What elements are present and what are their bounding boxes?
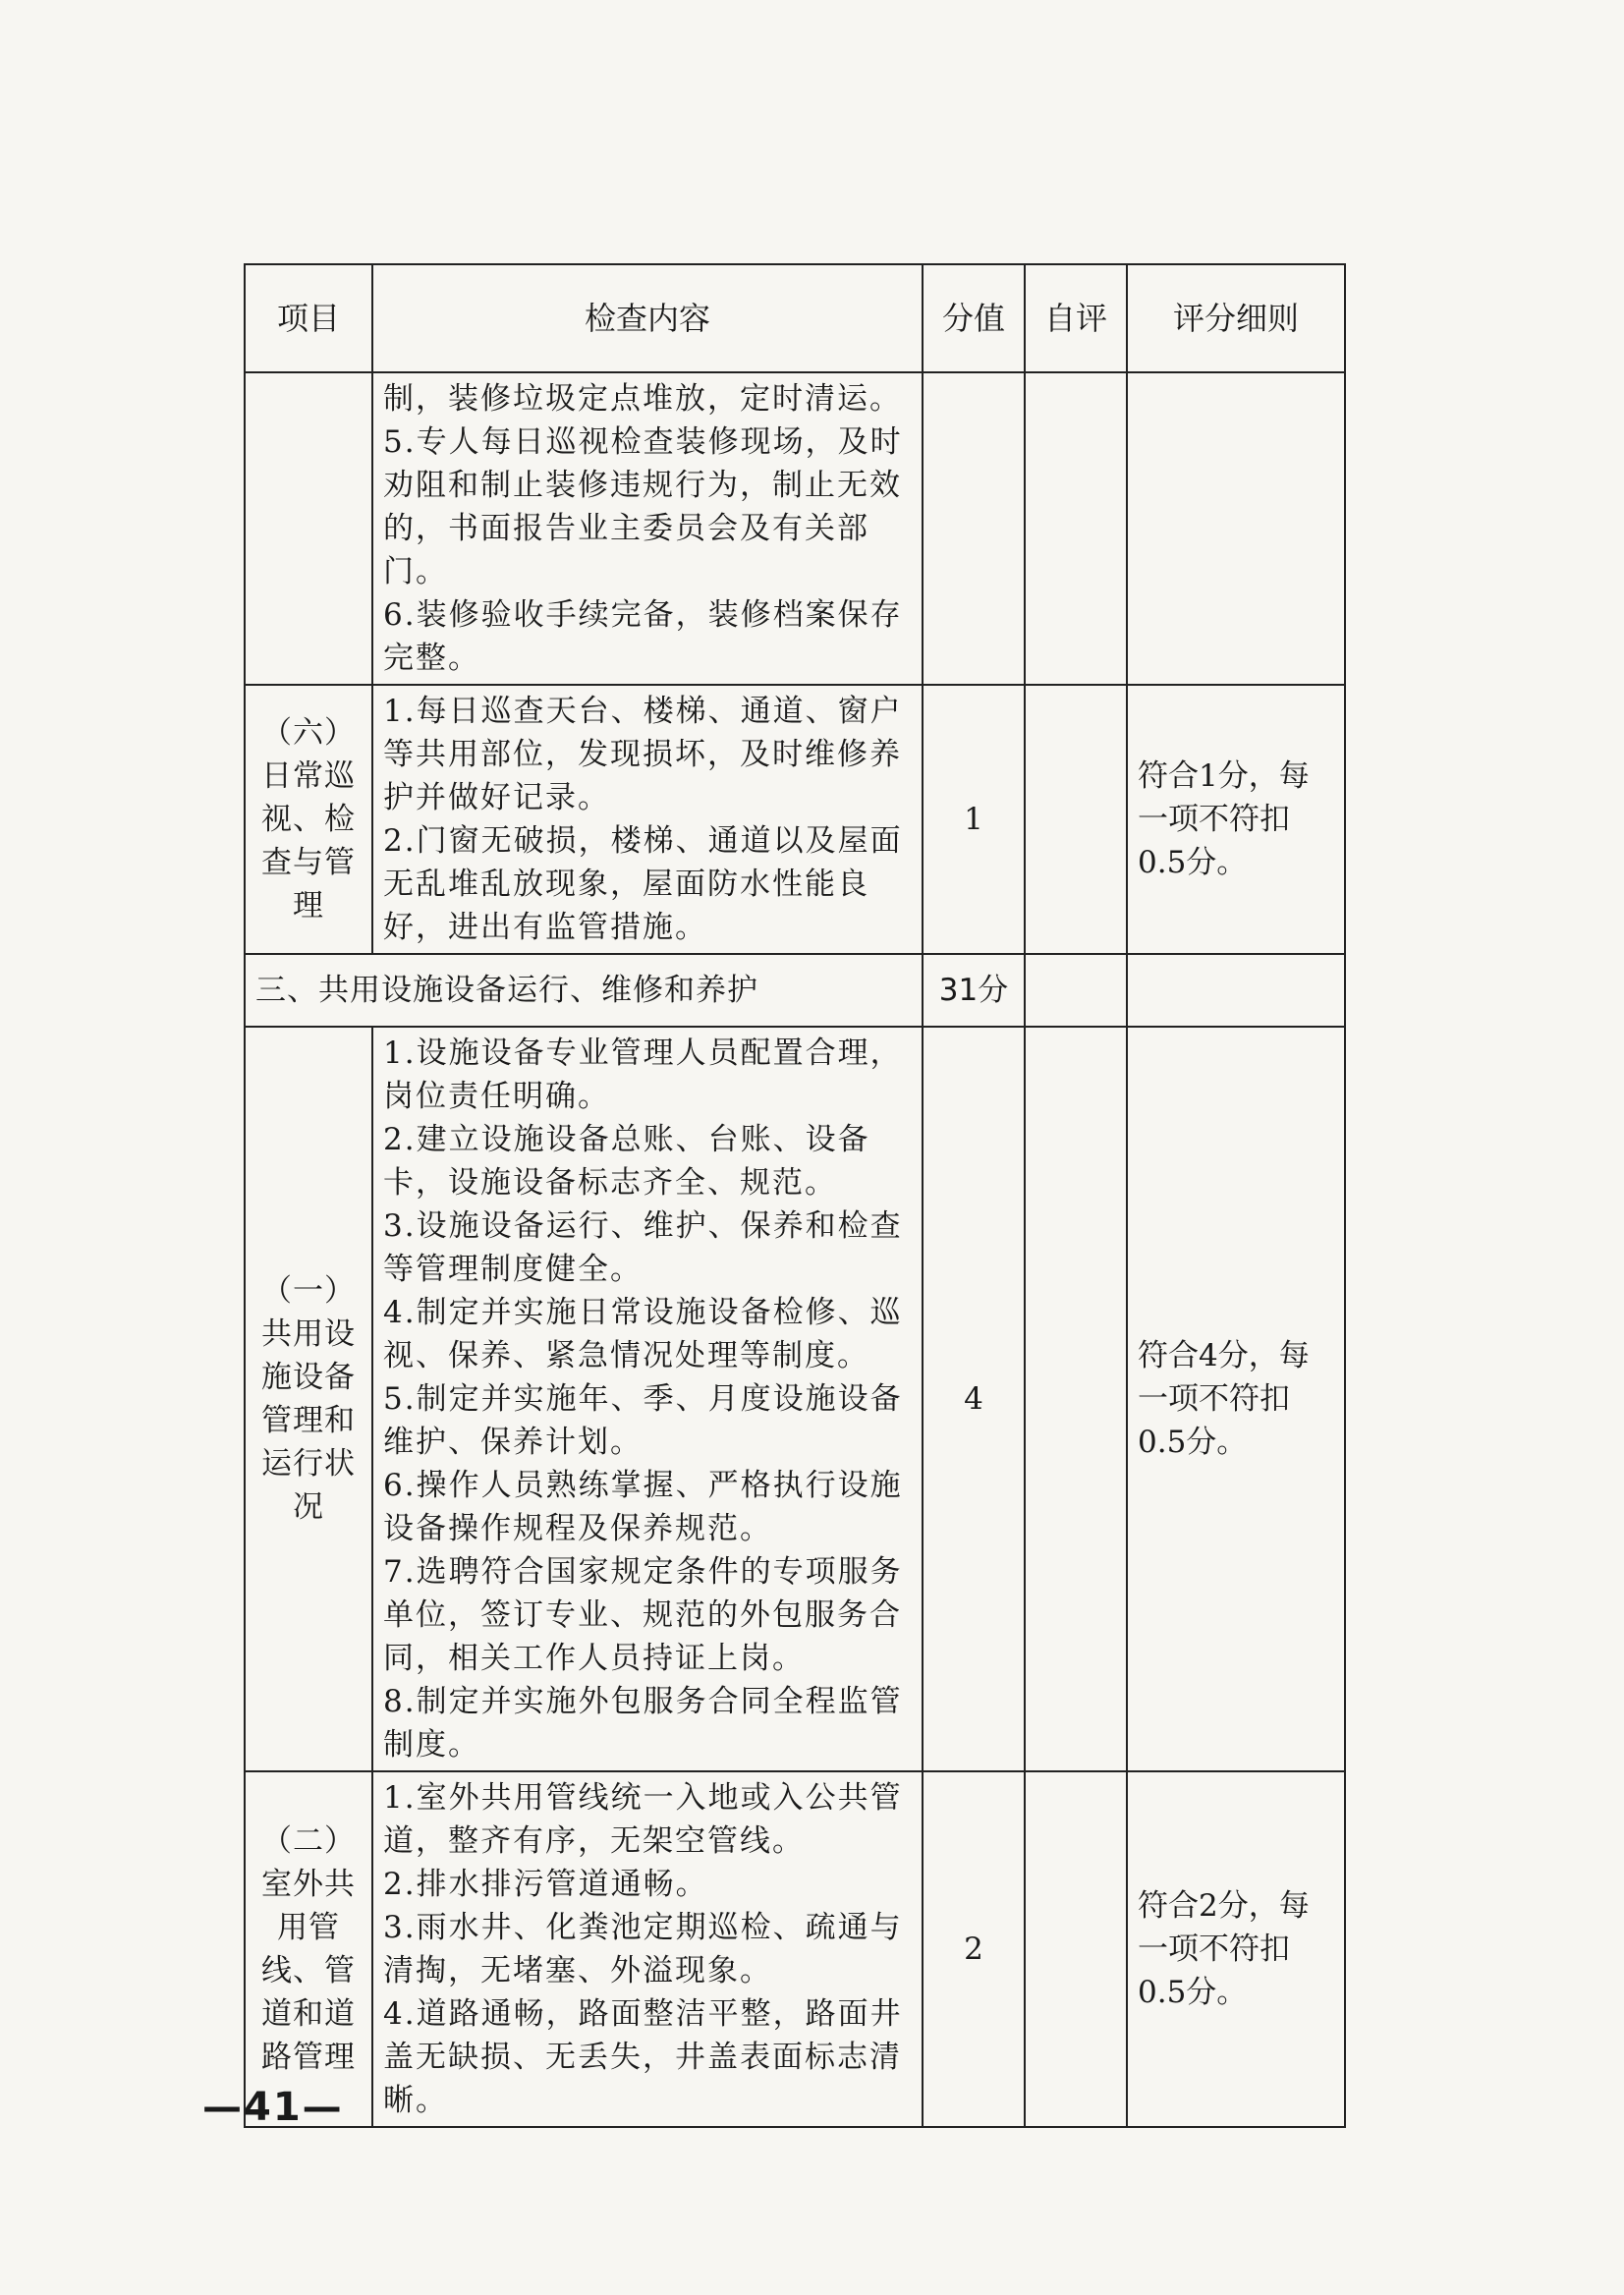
content-line: 2.门窗无破损，楼梯、通道以及屋面无乱堆乱放现象，屋面防水性能良好，进出有监管措施。 [383,823,903,945]
content-line: 1.室外共用管线统一入地或入公共管道，整齐有序，无架空管线。 [383,1780,903,1859]
row-item: （二）室外共用管线、管道和道路管理 [245,1771,372,2127]
inspection-table [244,263,1346,2128]
row-rules [1127,372,1345,685]
table-row [245,1771,1345,2127]
section-self-eval [1025,954,1127,1027]
content-line: 8.制定并实施外包服务合同全程监管制度。 [383,1684,903,1763]
row-rules: 符合1分，每一项不符扣0.5分。 [1127,685,1345,954]
row-rules: 符合2分，每一项不符扣0.5分。 [1127,1771,1345,2127]
row-content [372,372,923,685]
row-score [923,372,1025,685]
content-line: 2.建立设施设备总账、台账、设备卡，设施设备标志齐全、规范。 [383,1122,870,1201]
header-score: 分值 [923,264,1025,372]
row-self-eval [1025,685,1127,954]
content-line: 7.选聘符合国家规定条件的专项服务单位，签订专业、规范的外包服务合同，相关工作人员持证上岗。 [383,1554,903,1676]
content-line: 5.制定并实施年、季、月度设施设备维护、保养计划。 [383,1381,903,1460]
row-content [372,1771,923,2127]
section-rules [1127,954,1345,1027]
row-self-eval [1025,372,1127,685]
content-line: 6.操作人员熟练掌握、严格执行设施设备操作规程及保养规范。 [383,1468,903,1546]
content-line: 4.道路通畅，路面整洁平整，路面井盖无缺损、无丢失，井盖表面标志清晰。 [383,1996,903,2118]
row-item: （六）日常巡视、检查与管理 [245,685,372,954]
content-line: 5.专人每日巡视检查装修现场，及时劝阻和制止装修违规行为，制止无效的，书面报告业主委员会及有关部门。 [383,424,903,589]
row-self-eval [1025,1027,1127,1771]
header-item: 项目 [245,264,372,372]
content-line: 3.设施设备运行、维护、保养和检查等管理制度健全。 [383,1208,903,1287]
content-line: 制，装修垃圾定点堆放，定时清运。 [383,381,902,417]
content-line: 3.雨水井、化粪池定期巡检、疏通与清掏，无堵塞、外溢现象。 [383,1910,903,1988]
page-number: —41— [202,2085,344,2130]
row-content [372,685,923,954]
content-line: 6.装修验收手续完备，装修档案保存完整。 [383,597,903,676]
table-header-row [245,264,1345,372]
row-score: 2 [923,1771,1025,2127]
table-row [245,372,1345,685]
content-line: 2.排水排污管道通畅。 [383,1867,708,1902]
header-content: 检查内容 [372,264,923,372]
header-rules: 评分细则 [1127,264,1345,372]
header-self-eval: 自评 [1025,264,1127,372]
row-score: 1 [923,685,1025,954]
content-line: 1.设施设备专业管理人员配置合理，岗位责任明确。 [383,1036,903,1114]
section-title: 三、共用设施设备运行、维修和养护 [245,954,923,1027]
table-row [245,1027,1345,1771]
row-content [372,1027,923,1771]
row-score: 4 [923,1027,1025,1771]
row-item: （一）共用设施设备管理和运行状况 [245,1027,372,1771]
content-line: 1.每日巡查天台、楼梯、通道、窗户等共用部位，发现损坏，及时维修养护并做好记录。 [383,694,903,815]
content-line: 4.制定并实施日常设施设备检修、巡视、保养、紧急情况处理等制度。 [383,1295,903,1373]
table-row [245,685,1345,954]
row-self-eval [1025,1771,1127,2127]
row-rules: 符合4分，每一项不符扣0.5分。 [1127,1027,1345,1771]
row-item [245,372,372,685]
section-row [245,954,1345,1027]
section-score: 31分 [923,954,1025,1027]
